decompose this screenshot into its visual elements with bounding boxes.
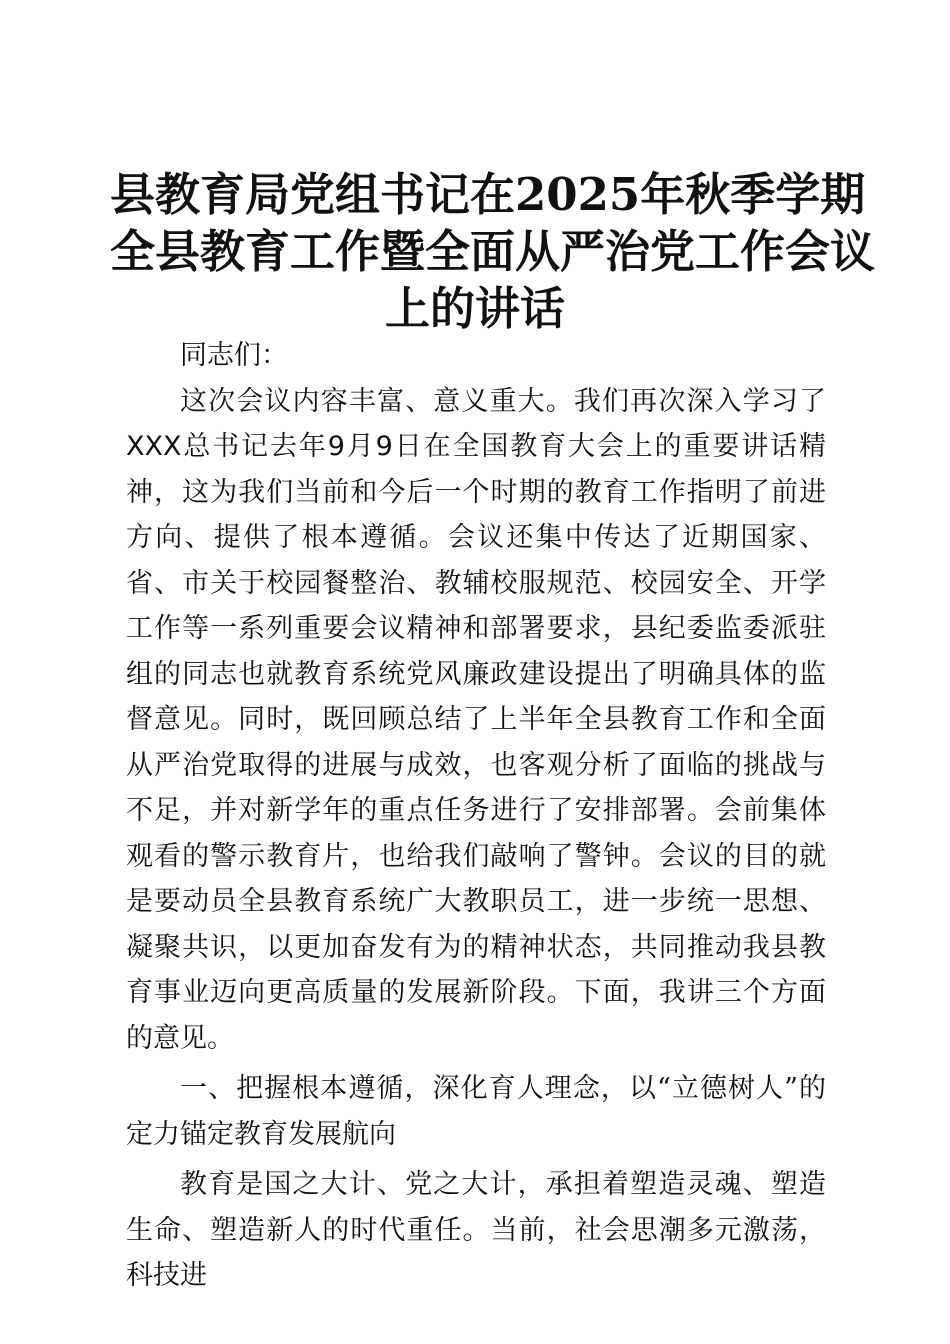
- document-title: [110, 166, 876, 337]
- body-paragraph-1: 这次会议内容丰富、意义重大。我们再次深入学习了XXX总书记去年9月9日在全国教育大会上的重要讲话精神，这为我们当前和今后一个时期的教育工作指明了前进方向、提供了根本遵循。会议还集中传达了近期国家、省、市关于校园餐整治、教辅校服规范、校园安全、开学工作等一系列重要会议精神和部署要求，县纪委监委派驻组的同志也就教育系统党风廉政建设提出了明确具体的监督意见。同时，既回顾总结了上半年全县教育工作和全面从严治党取得的进展与成效，也客观分析了面临的挑战与不足，并对新学年的重点任务进行了安排部署。会前集体观看的警示教育片，也给我们敲响了警钟。会议的目的就是要动员全县教育系统广大教职员工，进一步统一思想、凝聚共识，以更加奋发有为的精神状态，共同推动我县教育事业迈向更高质量的发展新阶段。下面，我讲三个方面的意见。: [126, 385, 826, 1054]
- salutation: 同志们：: [180, 340, 288, 371]
- section-heading-1: 一、把握根本遵循，深化育人理念，以“立德树人”的定力锚定教育发展航向: [126, 1073, 826, 1150]
- title-line-3: 上的讲话: [384, 282, 565, 335]
- title-line-1: 县教育局党组书记在2025年秋季学期: [110, 168, 866, 221]
- body-paragraph-2: 教育是国之大计、党之大计，承担着塑造灵魂、塑造生命、塑造新人的时代重任。当前，社会思潮多元激荡，科技进: [126, 1169, 826, 1291]
- title-line-2: 全县教育工作暨全面从严治党工作会议: [110, 225, 876, 278]
- document-body: [126, 333, 826, 1299]
